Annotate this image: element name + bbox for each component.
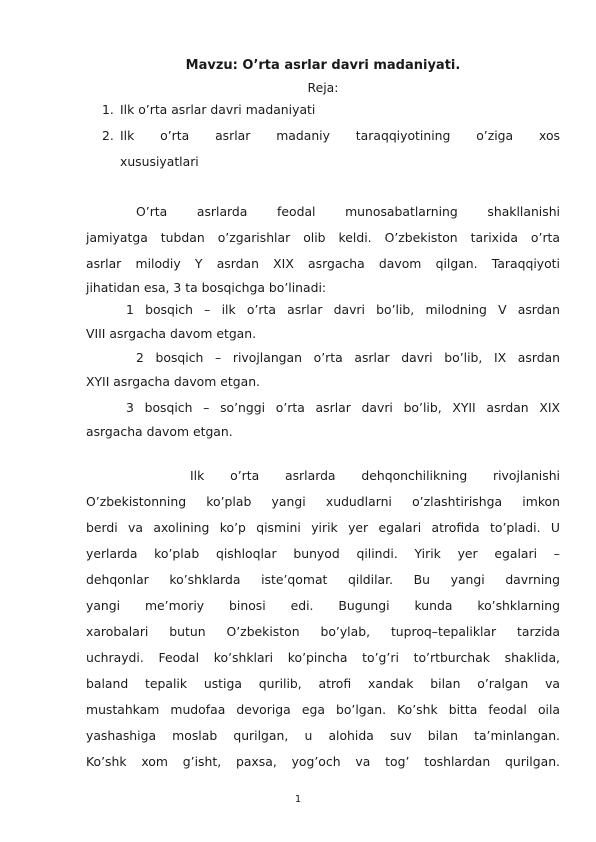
- stage3-line2: asrgacha davom etgan.: [86, 424, 233, 439]
- plan-item-1-number: 1.: [102, 102, 114, 117]
- plan-item-1: Ilk o’rta asrlar davri madaniyati: [120, 102, 316, 117]
- para1-line3: asrlar milodiy Y asrdan XIX asrgacha davom qilgan. Taraqqiyoti: [86, 256, 560, 271]
- para2-line6: yangi me’moriy binosi edi. Bugungi kunda ko’shklarning: [86, 598, 560, 613]
- plan-item-2-number: 2.: [102, 128, 114, 143]
- para1-line1: O’rta asrlarda feodal munosabatlarning shakllanishi: [136, 204, 560, 219]
- plan-item-2-line2: xususiyatlari: [120, 154, 199, 169]
- para2-line8: uchraydi. Feodal ko’shklari ko’pincha to’g’ri to’rtburchak shaklida,: [86, 650, 560, 665]
- stage2-line2: XYII asrgacha davom etgan.: [86, 374, 260, 389]
- para2-line4: yerlarda ko’plab qishloqlar bunyod qilindi. Yirik yer egalari –: [86, 546, 560, 561]
- para1-line2: jamiyatga tubdan o’zgarishlar olib keldi. O’zbekiston tarixida o’rta: [86, 230, 560, 245]
- para2-line11: yashashiga moslab qurilgan, u alohida suv bilan ta’minlangan.: [86, 728, 560, 743]
- para2-line7: xarobalari butun O’zbekiston bo’ylab, tuproq–tepaliklar tarzida: [86, 624, 560, 639]
- para2-line10: mustahkam mudofaa devoriga ega bo’lgan. Ko’shk bitta feodal oila: [86, 702, 560, 717]
- para2-line1: Ilk o’rta asrlarda dehqonchilikning rivojlanishi: [190, 468, 560, 483]
- stage1-line2: VIII asrgacha davom etgan.: [86, 326, 257, 341]
- para2-line5: dehqonlar ko’shklarda iste’qomat qildilar. Bu yangi davrning: [86, 572, 560, 587]
- para1-line4: jihatidan esa, 3 ta bosqichga bo’linadi:: [86, 280, 327, 295]
- para2-line12: Ko’shk xom g’isht, paxsa, yog’och va tog’ toshlardan qurilgan.: [86, 754, 560, 769]
- page-number: 1: [294, 794, 302, 805]
- stage1-line1: 1 bosqich – ilk o’rta asrlar davri bo’lib, milodning V asrdan: [126, 302, 560, 317]
- stage2-line1: 2 bosqich – rivojlangan o’rta asrlar davri bo’lib, IX asrdan: [136, 350, 560, 365]
- document-title: Mavzu: O’rta asrlar davri madaniyati.: [185, 58, 461, 73]
- para2-line9: baland tepalik ustiga qurilib, atrofi xandak bilan o’ralgan va: [86, 676, 560, 691]
- stage3-line1: 3 bosqich – so’nggi o’rta asrlar davri bo’lib, XYII asrdan XIX: [126, 400, 560, 415]
- plan-label: Reja:: [307, 80, 339, 95]
- para2-line2: O’zbekistonning ko’plab yangi xududlarni o’zlashtirishga imkon: [86, 494, 560, 509]
- para2-line3: berdi va axolining ko’p qismini yirik yer egalari atrofida to’pladi. U: [86, 520, 560, 535]
- plan-item-2-line1: Ilk o’rta asrlar madaniy taraqqiyotining o’ziga xos: [120, 128, 560, 143]
